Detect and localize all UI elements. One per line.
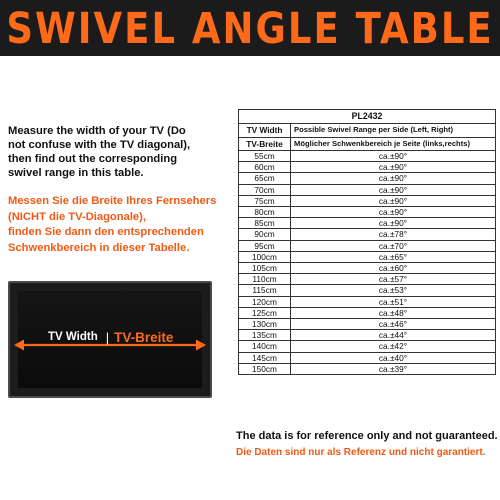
tv-width-cell: 80cm — [239, 207, 291, 218]
swivel-angle-table — [238, 109, 496, 375]
table-row — [239, 229, 496, 240]
swivel-range-cell: ca.±44° — [291, 330, 496, 341]
table-row — [239, 319, 496, 330]
swivel-range-cell: ca.±65° — [291, 251, 496, 262]
instructions-english — [8, 124, 223, 180]
table-row — [239, 251, 496, 262]
swivel-range-cell: ca.±40° — [291, 352, 496, 363]
swivel-range-cell: ca.±46° — [291, 319, 496, 330]
instruction-line: Measure the width of your TV (Do — [8, 125, 186, 137]
swivel-range-cell: ca.±90° — [291, 195, 496, 206]
tv-width-cell: 130cm — [239, 319, 291, 330]
tv-width-cell: 150cm — [239, 363, 291, 374]
swivel-range-cell: ca.±57° — [291, 274, 496, 285]
table-row — [239, 195, 496, 206]
table-row — [239, 285, 496, 296]
table-row — [239, 352, 496, 363]
instructions-german — [8, 194, 233, 256]
swivel-range-cell: ca.±90° — [291, 218, 496, 229]
tv-width-label — [48, 327, 208, 347]
table-row — [239, 296, 496, 307]
tv-width-cell: 65cm — [239, 173, 291, 184]
swivel-range-cell: ca.±39° — [291, 363, 496, 374]
tv-width-label-de: TV-Breite — [114, 329, 174, 345]
tv-width-cell: 140cm — [239, 341, 291, 352]
table-row — [239, 240, 496, 251]
tv-width-cell: 110cm — [239, 274, 291, 285]
col-header-range-en: Possible Swivel Range per Side (Left, Right) — [291, 124, 496, 138]
instruction-line: finden Sie dann den entsprechenden — [8, 226, 204, 238]
swivel-range-cell: ca.±90° — [291, 184, 496, 195]
disclaimer-english: The data is for reference only and not guaranteed. — [236, 430, 498, 442]
swivel-range-cell: ca.±53° — [291, 285, 496, 296]
tv-width-cell: 120cm — [239, 296, 291, 307]
swivel-range-cell: ca.±51° — [291, 296, 496, 307]
table-row — [239, 274, 496, 285]
tv-width-cell: 115cm — [239, 285, 291, 296]
disclaimer-german: Die Daten sind nur als Referenz und nicht garantiert. — [236, 447, 486, 458]
tv-width-cell: 135cm — [239, 330, 291, 341]
tv-width-cell: 105cm — [239, 263, 291, 274]
instruction-line: Schwenkbereich in dieser Tabelle. — [8, 241, 190, 254]
table-row — [239, 307, 496, 318]
tv-width-cell: 145cm — [239, 352, 291, 363]
instruction-line: Messen Sie die Breite Ihres Fernsehers — [8, 195, 217, 207]
swivel-range-cell: ca.±90° — [291, 151, 496, 162]
instruction-line: swivel range in this table. — [8, 167, 144, 179]
instruction-line: (NICHT die TV-Diagonale), — [8, 210, 146, 223]
table-row — [239, 173, 496, 184]
swivel-range-cell: ca.±90° — [291, 173, 496, 184]
swivel-range-cell: ca.±48° — [291, 307, 496, 318]
table-row — [239, 341, 496, 352]
col-header-range-de: Möglicher Schwenkbereich je Seite (links,rechts) — [291, 137, 496, 151]
col-header-width-de: TV-Breite — [239, 137, 291, 151]
title-banner — [0, 0, 500, 56]
page-title: SWIVEL ANGLE TABLE — [6, 3, 494, 53]
tv-width-cell: 95cm — [239, 240, 291, 251]
table-row — [239, 162, 496, 173]
col-header-width-en: TV Width — [239, 124, 291, 138]
instruction-line: then find out the corresponding — [8, 153, 178, 165]
tv-width-cell: 70cm — [239, 184, 291, 195]
label-separator: | — [105, 329, 110, 345]
tv-width-cell: 55cm — [239, 151, 291, 162]
tv-width-cell: 85cm — [239, 218, 291, 229]
table-row — [239, 151, 496, 162]
tv-width-cell: 60cm — [239, 162, 291, 173]
table-row — [239, 263, 496, 274]
table-row — [239, 207, 496, 218]
swivel-range-cell: ca.±42° — [291, 341, 496, 352]
table-row — [239, 218, 496, 229]
tv-width-cell: 90cm — [239, 229, 291, 240]
table-row — [239, 363, 496, 374]
swivel-range-cell: ca.±90° — [291, 162, 496, 173]
swivel-range-cell: ca.±70° — [291, 240, 496, 251]
model-number: PL2432 — [239, 110, 496, 124]
swivel-range-cell: ca.±78° — [291, 229, 496, 240]
tv-width-label-en: TV Width — [48, 331, 98, 343]
table-row — [239, 330, 496, 341]
tv-width-cell: 75cm — [239, 195, 291, 206]
swivel-range-cell: ca.±60° — [291, 263, 496, 274]
instruction-line: not confuse with the TV diagonal), — [8, 139, 191, 151]
tv-width-cell: 100cm — [239, 251, 291, 262]
swivel-range-cell: ca.±90° — [291, 207, 496, 218]
tv-width-cell: 125cm — [239, 307, 291, 318]
table-row — [239, 184, 496, 195]
